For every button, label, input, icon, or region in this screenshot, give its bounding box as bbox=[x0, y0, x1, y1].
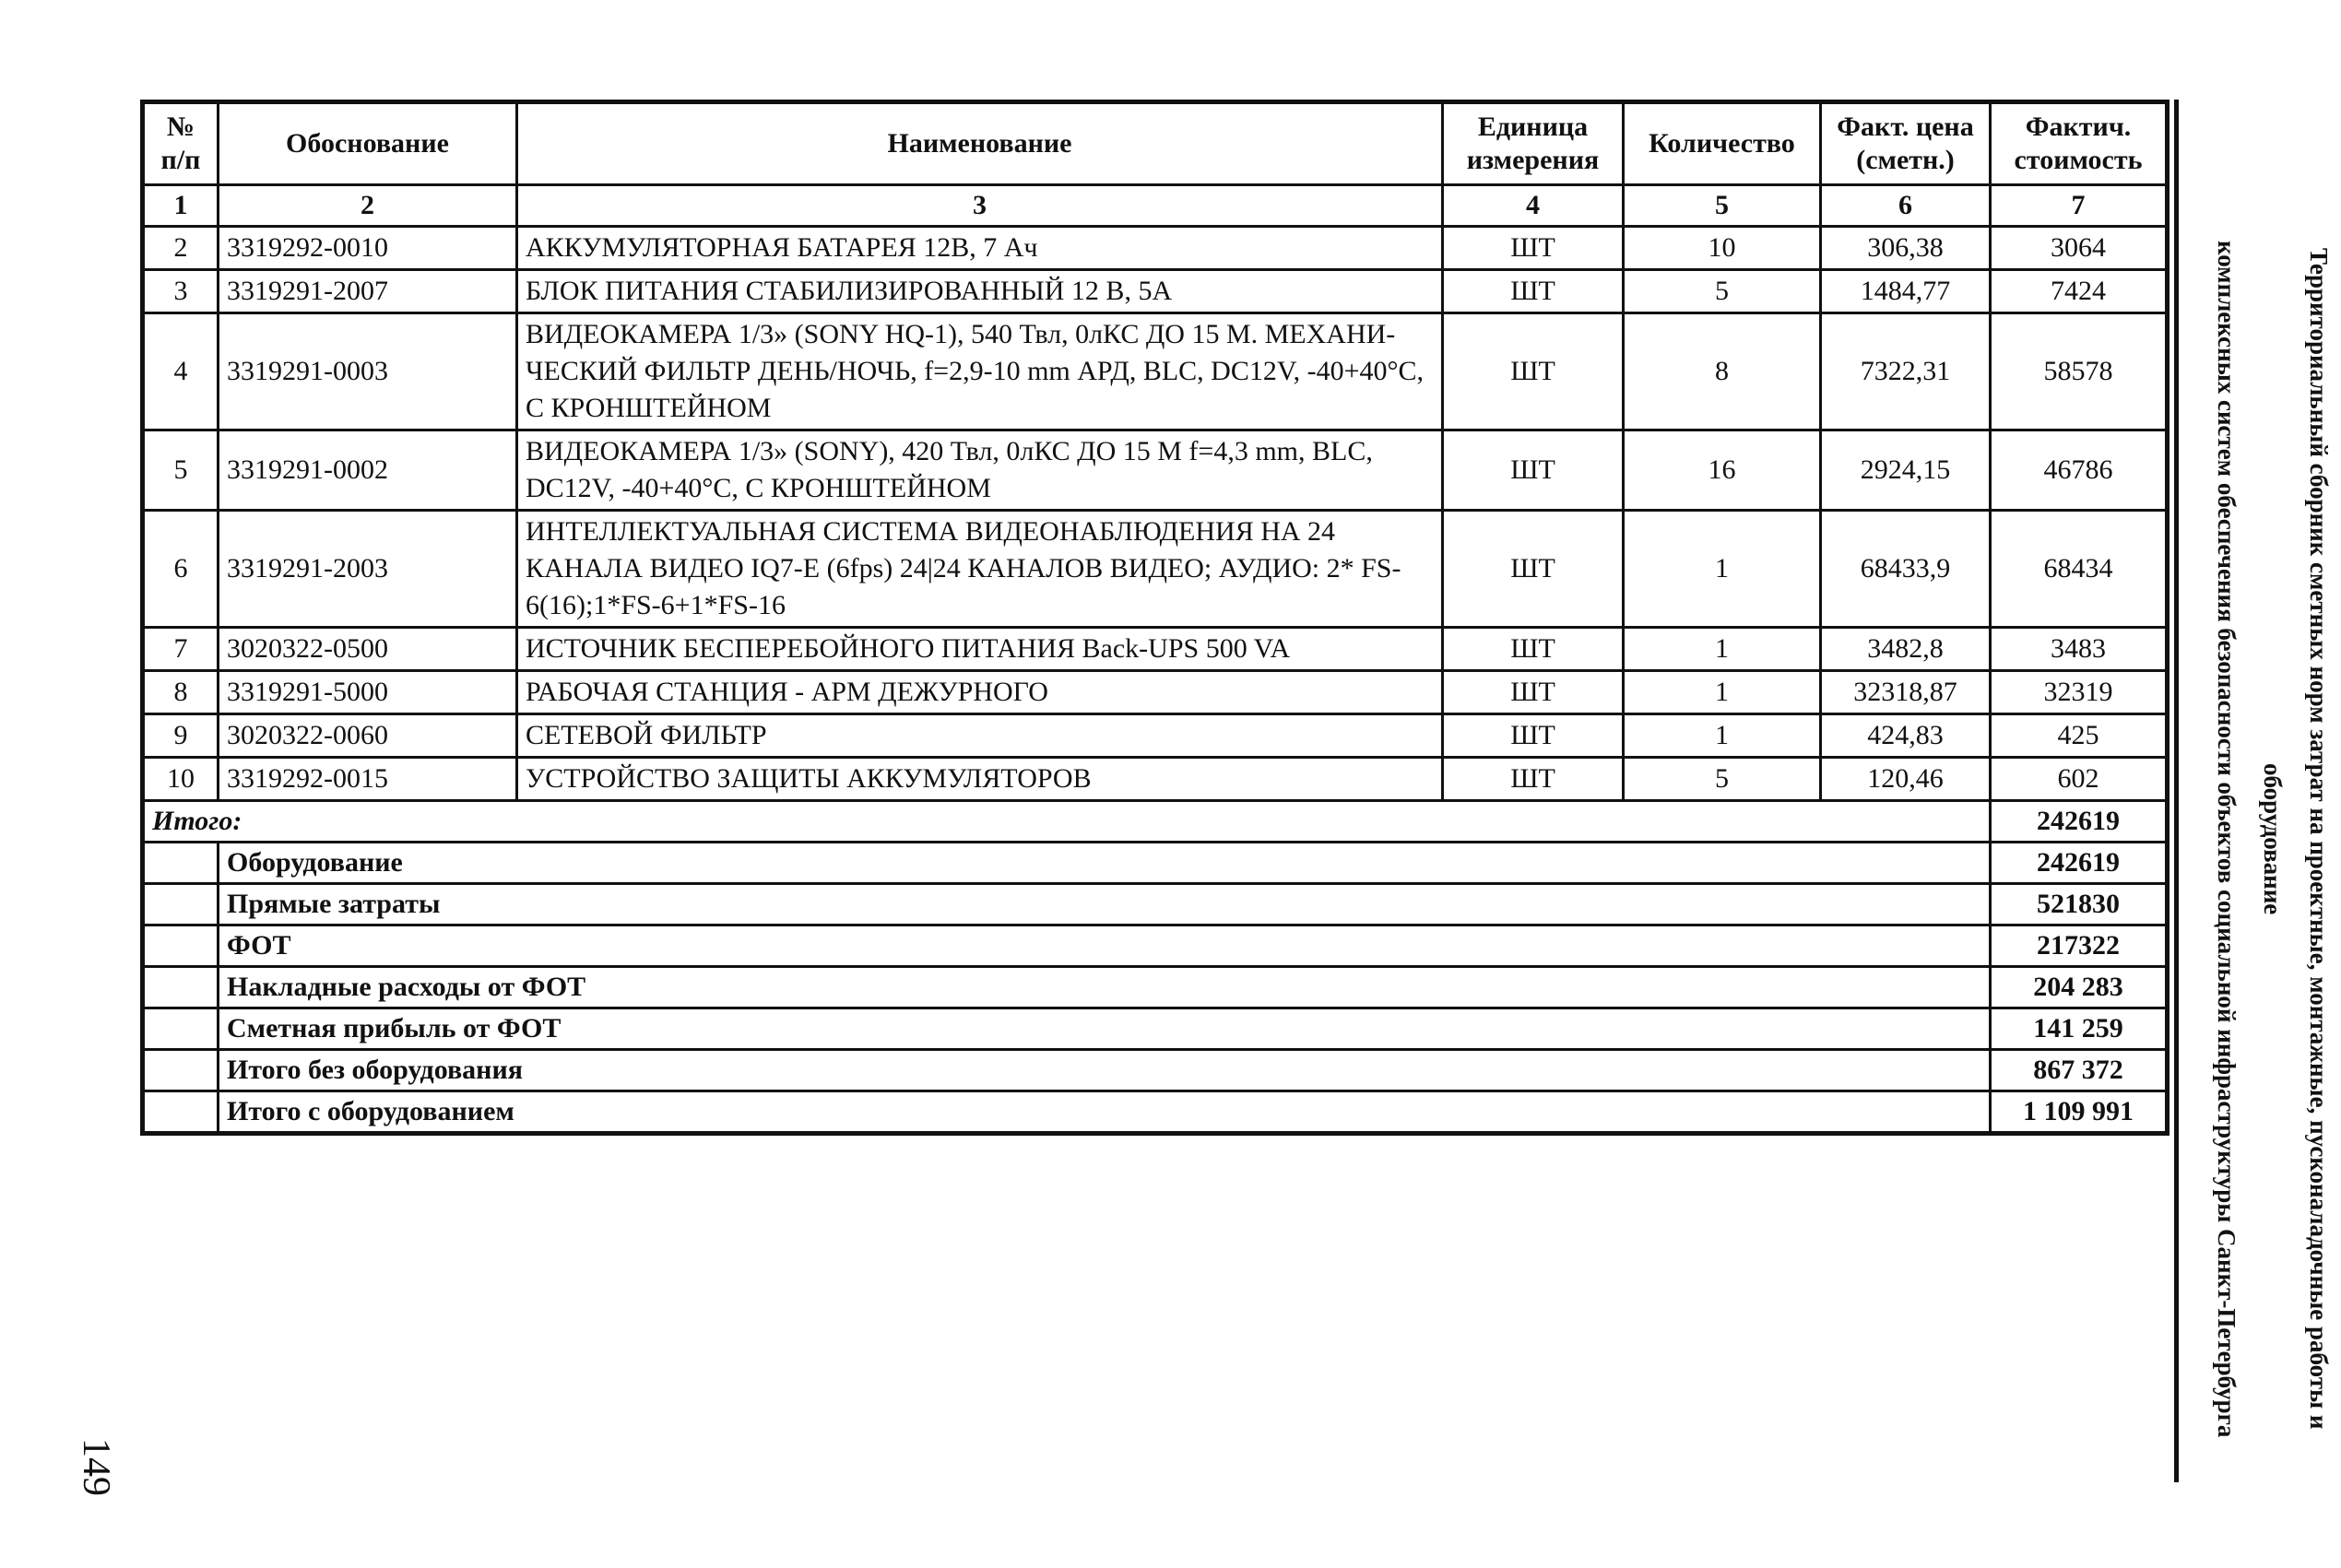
row-number: 10 bbox=[143, 758, 219, 801]
side-divider-line bbox=[2174, 100, 2179, 1482]
column-number: 5 bbox=[1624, 185, 1821, 227]
summary-label: Итого с оборудованием bbox=[219, 1091, 1991, 1134]
row-quantity: 5 bbox=[1624, 270, 1821, 313]
row-unit: ШТ bbox=[1443, 671, 1624, 714]
summary-label: Итого без оборудования bbox=[219, 1050, 1991, 1091]
row-cost: 425 bbox=[1991, 714, 2168, 758]
summary-blank-cell bbox=[143, 967, 219, 1008]
row-quantity: 10 bbox=[1624, 227, 1821, 270]
row-code: 3319291-2007 bbox=[219, 270, 517, 313]
total-label: Итого: bbox=[143, 801, 1991, 843]
row-quantity: 5 bbox=[1624, 758, 1821, 801]
side-title-line-1: Территориальный сборник сметных норм затрат на проектные, монтажные, пусконаладочные работы и оборудование bbox=[2259, 248, 2333, 1430]
row-quantity: 8 bbox=[1624, 313, 1821, 430]
row-code: 3319292-0010 bbox=[219, 227, 517, 270]
table-row bbox=[143, 758, 2168, 801]
row-number: 5 bbox=[143, 430, 219, 511]
row-name: ВИДЕОКАМЕРА 1/3» (SONY), 420 Твл, 0лКС ДО 15 М f=4,3 mm, BLC, DC12V, -40+40°С, С КРОНШТЕЙНОМ bbox=[517, 430, 1443, 511]
column-number: 7 bbox=[1991, 185, 2168, 227]
summary-value: 1 109 991 bbox=[1991, 1091, 2168, 1134]
header-unit: Единица измерения bbox=[1443, 102, 1624, 185]
row-unit: ШТ bbox=[1443, 628, 1624, 671]
row-price: 1484,77 bbox=[1821, 270, 1991, 313]
table-row bbox=[143, 270, 2168, 313]
table-row bbox=[143, 511, 2168, 628]
header-price: Факт. цена (сметн.) bbox=[1821, 102, 1991, 185]
row-quantity: 16 bbox=[1624, 430, 1821, 511]
row-quantity: 1 bbox=[1624, 714, 1821, 758]
summary-label: Оборудование bbox=[219, 843, 1991, 884]
row-cost: 7424 bbox=[1991, 270, 2168, 313]
header-cost: Фактич. стоимость bbox=[1991, 102, 2168, 185]
table-row bbox=[143, 671, 2168, 714]
row-price: 120,46 bbox=[1821, 758, 1991, 801]
table-row bbox=[143, 313, 2168, 430]
header-code: Обоснование bbox=[219, 102, 517, 185]
row-code: 3020322-0060 bbox=[219, 714, 517, 758]
row-number: 7 bbox=[143, 628, 219, 671]
summary-blank-cell bbox=[143, 1008, 219, 1050]
row-code: 3319291-5000 bbox=[219, 671, 517, 714]
row-price: 68433,9 bbox=[1821, 511, 1991, 628]
table-row bbox=[143, 628, 2168, 671]
row-number: 4 bbox=[143, 313, 219, 430]
column-number-row bbox=[143, 185, 2168, 227]
row-name: БЛОК ПИТАНИЯ СТАБИЛИЗИРОВАННЫЙ 12 В, 5А bbox=[517, 270, 1443, 313]
summary-value: 867 372 bbox=[1991, 1050, 2168, 1091]
summary-row bbox=[143, 1091, 2168, 1134]
row-price: 306,38 bbox=[1821, 227, 1991, 270]
column-number: 1 bbox=[143, 185, 219, 227]
row-unit: ШТ bbox=[1443, 758, 1624, 801]
header-number: № п/п bbox=[143, 102, 219, 185]
summary-blank-cell bbox=[143, 884, 219, 925]
row-number: 9 bbox=[143, 714, 219, 758]
total-row bbox=[143, 801, 2168, 843]
row-price: 2924,15 bbox=[1821, 430, 1991, 511]
column-number: 2 bbox=[219, 185, 517, 227]
column-number: 3 bbox=[517, 185, 1443, 227]
summary-label: Сметная прибыль от ФОТ bbox=[219, 1008, 1991, 1050]
row-code: 3319291-2003 bbox=[219, 511, 517, 628]
header-name: Наименование bbox=[517, 102, 1443, 185]
summary-value: 242619 bbox=[1991, 843, 2168, 884]
row-quantity: 1 bbox=[1624, 628, 1821, 671]
row-cost: 32319 bbox=[1991, 671, 2168, 714]
summary-value: 217322 bbox=[1991, 925, 2168, 967]
summary-value: 521830 bbox=[1991, 884, 2168, 925]
row-number: 3 bbox=[143, 270, 219, 313]
row-unit: ШТ bbox=[1443, 270, 1624, 313]
row-name: ИСТОЧНИК БЕСПЕРЕБОЙНОГО ПИТАНИЯ Back-UPS 500 VA bbox=[517, 628, 1443, 671]
row-name: РАБОЧАЯ СТАНЦИЯ - АРМ ДЕЖУРНОГО bbox=[517, 671, 1443, 714]
column-number: 6 bbox=[1821, 185, 1991, 227]
row-price: 3482,8 bbox=[1821, 628, 1991, 671]
row-unit: ШТ bbox=[1443, 227, 1624, 270]
side-title-line-2: комплексных систем обеспечения безопасности объектов социальной инфраструктуры Санкт-Петербурга bbox=[2213, 240, 2241, 1438]
summary-row bbox=[143, 1050, 2168, 1091]
row-cost: 46786 bbox=[1991, 430, 2168, 511]
row-code: 3319291-0003 bbox=[219, 313, 517, 430]
summary-value: 141 259 bbox=[1991, 1008, 2168, 1050]
row-cost: 602 bbox=[1991, 758, 2168, 801]
summary-value: 204 283 bbox=[1991, 967, 2168, 1008]
column-number: 4 bbox=[1443, 185, 1624, 227]
header-quantity: Количество bbox=[1624, 102, 1821, 185]
summary-blank-cell bbox=[143, 843, 219, 884]
row-unit: ШТ bbox=[1443, 714, 1624, 758]
summary-row bbox=[143, 925, 2168, 967]
row-cost: 58578 bbox=[1991, 313, 2168, 430]
row-name: СЕТЕВОЙ ФИЛЬТР bbox=[517, 714, 1443, 758]
table-row bbox=[143, 714, 2168, 758]
row-cost: 3064 bbox=[1991, 227, 2168, 270]
row-cost: 68434 bbox=[1991, 511, 2168, 628]
table-row bbox=[143, 430, 2168, 511]
page-number: 149 bbox=[75, 1438, 117, 1496]
summary-blank-cell bbox=[143, 1050, 219, 1091]
total-value: 242619 bbox=[1991, 801, 2168, 843]
header-row bbox=[143, 102, 2168, 185]
summary-blank-cell bbox=[143, 925, 219, 967]
row-name: ИНТЕЛЛЕКТУАЛЬНАЯ СИСТЕМА ВИДЕОНАБЛЮДЕНИЯ НА 24 КАНАЛА ВИДЕО IQ7-E (6fps) 24|24 КАНАЛОВ ВИДЕО; АУДИО: 2* FS-6(16);1*FS-6+1*FS-16 bbox=[517, 511, 1443, 628]
row-price: 7322,31 bbox=[1821, 313, 1991, 430]
side-running-title bbox=[2204, 184, 2341, 1493]
row-number: 2 bbox=[143, 227, 219, 270]
summary-row bbox=[143, 967, 2168, 1008]
row-quantity: 1 bbox=[1624, 671, 1821, 714]
summary-row bbox=[143, 884, 2168, 925]
row-name: ВИДЕОКАМЕРА 1/3» (SONY HQ-1), 540 Твл, 0лКС ДО 15 М. МЕХАНИ-ЧЕСКИЙ ФИЛЬТР ДЕНЬ/НОЧЬ, f=2,9-10 mm АРД, BLC, DC12V, -40+40°С, С КРОНШТЕЙНОМ bbox=[517, 313, 1443, 430]
row-name: АККУМУЛЯТОРНАЯ БАТАРЕЯ 12В, 7 Ач bbox=[517, 227, 1443, 270]
summary-row bbox=[143, 1008, 2168, 1050]
row-number: 8 bbox=[143, 671, 219, 714]
row-quantity: 1 bbox=[1624, 511, 1821, 628]
row-unit: ШТ bbox=[1443, 430, 1624, 511]
row-unit: ШТ bbox=[1443, 313, 1624, 430]
row-code: 3319292-0015 bbox=[219, 758, 517, 801]
row-price: 32318,87 bbox=[1821, 671, 1991, 714]
cost-table-container bbox=[140, 100, 2170, 1136]
summary-label: Накладные расходы от ФОТ bbox=[219, 967, 1991, 1008]
cost-table bbox=[140, 100, 2170, 1136]
row-cost: 3483 bbox=[1991, 628, 2168, 671]
row-number: 6 bbox=[143, 511, 219, 628]
table-row bbox=[143, 227, 2168, 270]
summary-blank-cell bbox=[143, 1091, 219, 1134]
summary-label: Прямые затраты bbox=[219, 884, 1991, 925]
row-code: 3319291-0002 bbox=[219, 430, 517, 511]
row-price: 424,83 bbox=[1821, 714, 1991, 758]
row-name: УСТРОЙСТВО ЗАЩИТЫ АККУМУЛЯТОРОВ bbox=[517, 758, 1443, 801]
summary-row bbox=[143, 843, 2168, 884]
summary-label: ФОТ bbox=[219, 925, 1991, 967]
row-code: 3020322-0500 bbox=[219, 628, 517, 671]
row-unit: ШТ bbox=[1443, 511, 1624, 628]
